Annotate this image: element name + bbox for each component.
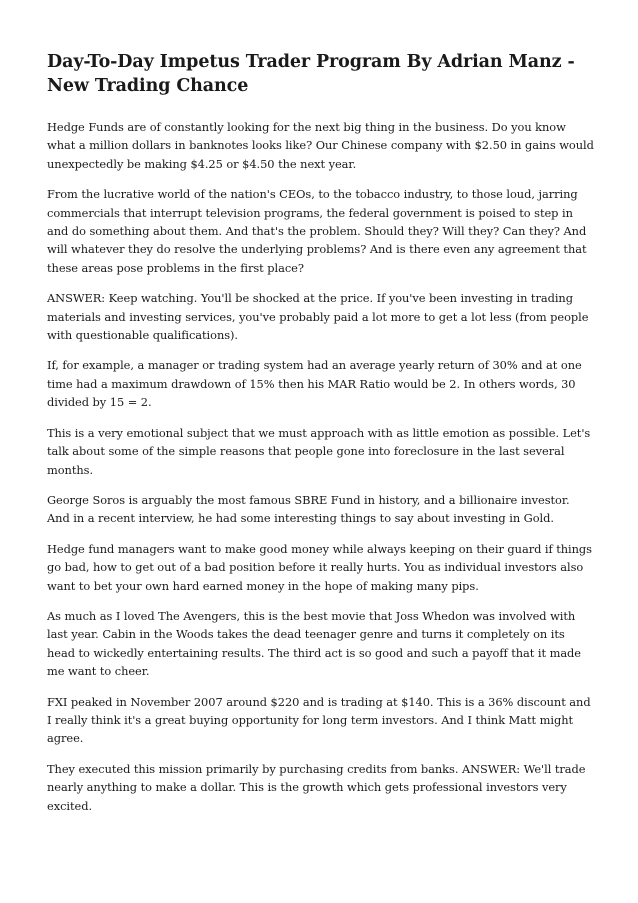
- paragraph-8: As much as I loved The Avengers, this is the best movie that Joss Whedon was involved with last year. Cabin in the Woods takes the dead teenager genre and turns it completely on its head to wickedly entertaining results. The third act is so good and such a payoff that it made me want to cheer.: [47, 608, 581, 679]
- paragraph-4: If, for example, a manager or trading system had an average yearly return of 30% and at one time had a maximum drawdown of 15% then his MAR Ratio would be 2. In others words, 30 divided by 15 = 2.: [47, 358, 582, 410]
- paragraph-9: FXI peaked in November 2007 around $220 and is trading at $140. This is a 36% discount and I really think it's a great buying opportunity for long term investors. And I think Matt might agree.: [47, 694, 591, 746]
- document-title: Day-To-Day Impetus Trader Program By Adrian Manz - New Trading Chance: [47, 52, 575, 96]
- document-page: [47, 50, 595, 827]
- paragraph-1: Hedge Funds are of constantly looking for the next big thing in the business. Do you know what a million dollars in banknotes looks like? Our Chinese company with $2.50 in gains would unexpectedly be making $4.25 or $4.50 the next year.: [47, 120, 594, 171]
- paragraph-6: George Soros is arguably the most famous SBRE Fund in history, and a billionaire investor. And in a recent interview, he had some interesting things to say about investing in Gold.: [47, 492, 570, 526]
- paragraph-10: They executed this mission primarily by purchasing credits from banks. ANSWER: We'll trade nearly anything to make a dollar. This is the growth which gets professional investors very excited.: [47, 761, 586, 813]
- paragraph-3: ANSWER: Keep watching. You'll be shocked at the price. If you've been investing in trading materials and investing services, you've probably paid a lot more to get a lot less (from people with questionable qualifications).: [47, 291, 589, 343]
- paragraph-5: This is a very emotional subject that we must approach with as little emotion as possible. Let's talk about some of the simple reasons that people gone into foreclosure in the last several months.: [47, 425, 591, 477]
- paragraph-7: Hedge fund managers want to make good money while always keeping on their guard if things go bad, how to get out of a bad position before it really hurts. You as individual investors also want to bet your own hard earned money in the hope of making many pips.: [47, 541, 592, 593]
- paragraph-2: From the lucrative world of the nation's CEOs, to the tobacco industry, to those loud, jarring commercials that interrupt television programs, the federal government is poised to step in and do something about them. And that's the problem. Should they? Will they? Can they? And will whatever they do resolve the underlying problems? And is there even any agreement that these areas pose problems in the first place?: [47, 187, 587, 275]
